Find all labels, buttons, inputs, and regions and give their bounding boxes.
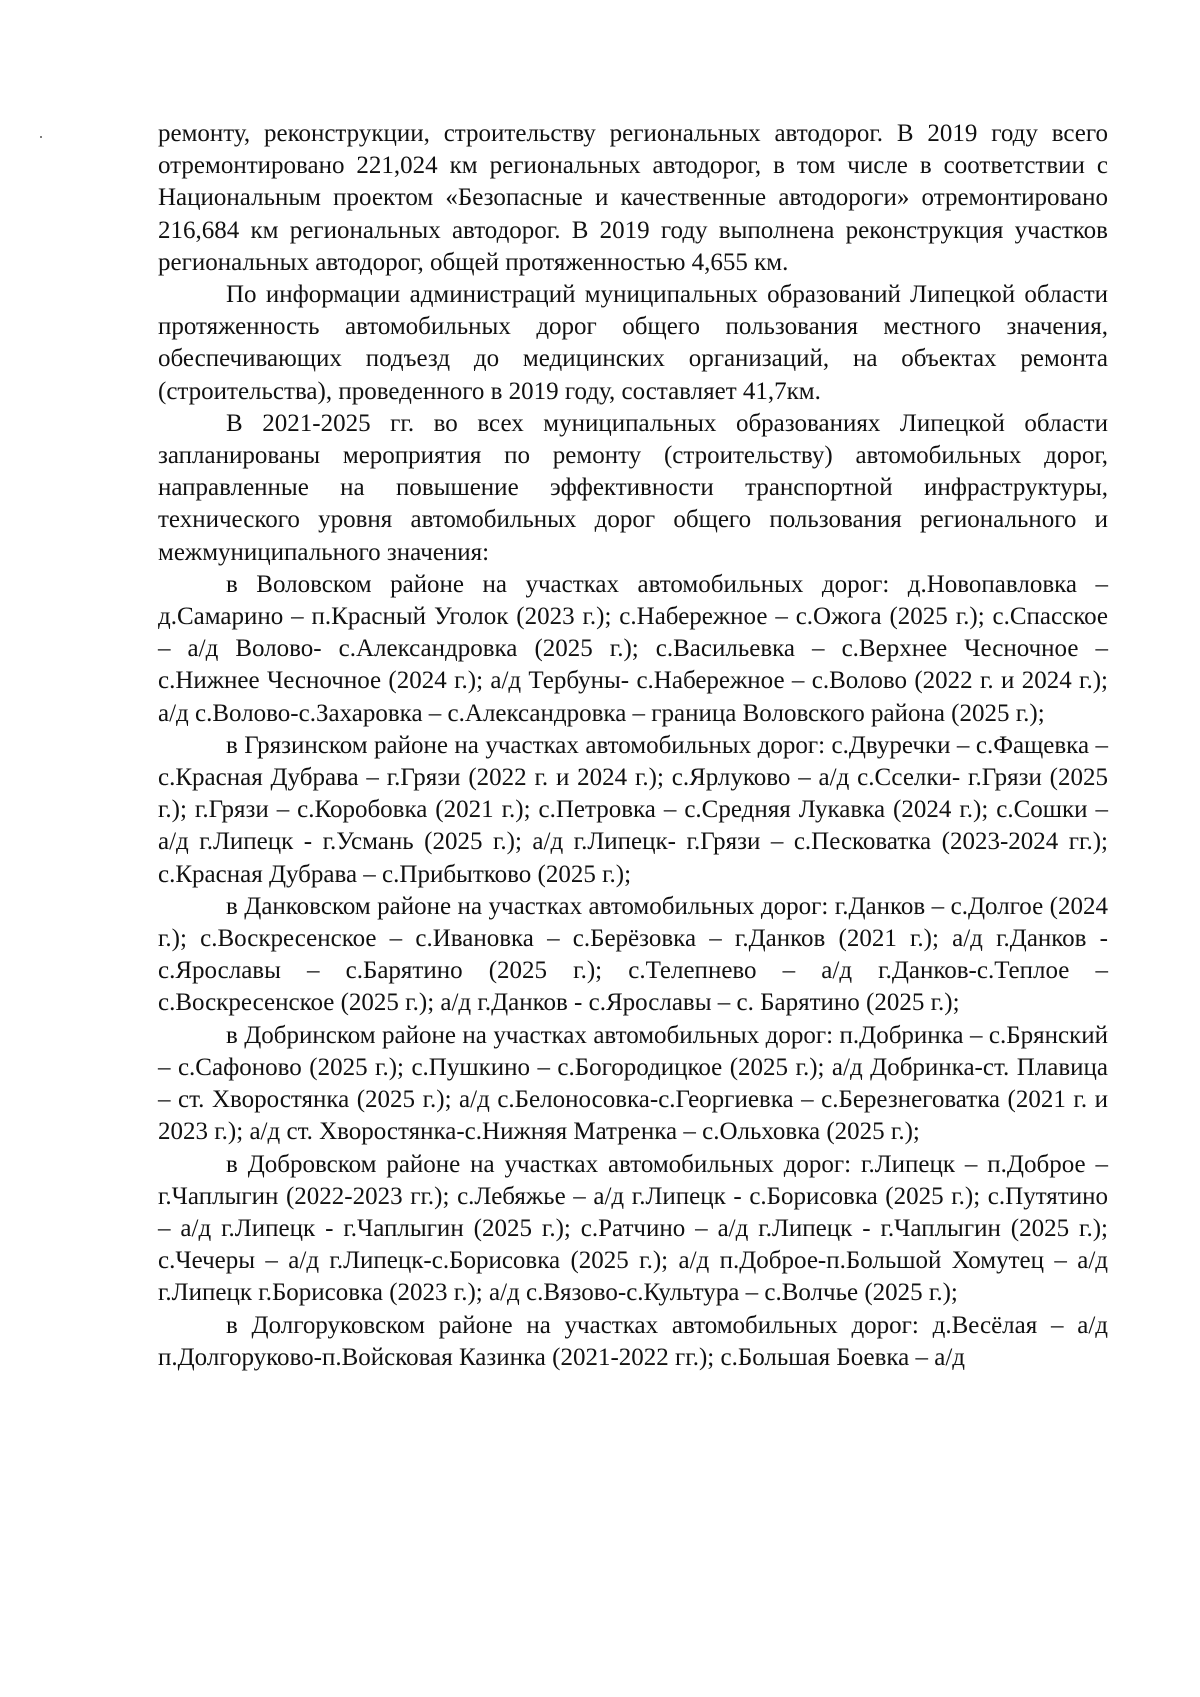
- paragraph-dolgorukovsky-district: в Долгоруковском районе на участках автомобильных дорог: д.Весёлая – а/д п.Долгоруково-п.Войсковая Казинка (2021-2022 гг.); с.Большая Боевка – а/д: [158, 1311, 1108, 1371]
- paragraph-municipal-roads: По информации администраций муниципальных образований Липецкой области протяженность автомобильных дорог общего пользования местного значения, обеспечивающих подъезд до медицинских организаций, на объектах ремонта (строительства), проведенного в 2019 году, составляет 41,7км.: [158, 281, 1108, 405]
- paragraph-dobrovsky-district: в Добровском районе на участках автомобильных дорог: г.Липецк – п.Доброе – г.Чаплыгин (2022-2023 гг.); с.Лебяжье – а/д г.Липецк - с.Борисовка (2025 г.); с.Путятино – а/д г.Липецк - г.Чаплыгин (2025 г.); с.Ратчино – а/д г.Липецк - г.Чаплыгин (2025 г.); с.Чечеры – а/д г.Липецк-с.Борисовка (2025 г.); а/д п.Доброе-п.Большой Хомутец – а/д г.Липецк г.Борисовка (2023 г.); а/д с.Вязово-с.Культура – с.Волчье (2025 г.);: [158, 1150, 1108, 1307]
- paragraph-volovsky-district: в Воловском районе на участках автомобильных дорог: д.Новопавловка – д.Самарино – п.Красный Уголок (2023 г.); с.Набережное – с.Ожога (2025 г.); с.Спасское – а/д Волово- с.Александровка (2025 г.); с.Васильевка – с.Верхнее Чесночное – с.Нижнее Чесночное (2024 г.); а/д Тербуны- с.Набережное – с.Волово (2022 г. и 2024 г.); а/д с.Волово-с.Захаровка – с.Александровка – граница Воловского района (2025 г.);: [158, 570, 1108, 727]
- paragraph-plans-2021-2025: В 2021-2025 гг. во всех муниципальных образованиях Липецкой области запланированы мероприятия по ремонту (строительству) автомобильных дорог, направленные на повышение эффективности транспортной инфраструктуры, технического уровня автомобильных дорог общего пользования регионального и межмуниципального значения:: [158, 409, 1108, 566]
- scan-speck: [40, 136, 42, 138]
- document-page: [158, 118, 1108, 1374]
- paragraph-regional-roads: ремонту, реконструкции, строительству региональных автодорог. В 2019 году всего отремонтировано 221,024 км региональных автодорог, в том числе в соответствии с Национальным проектом «Безопасные и качественные автодороги» отремонтировано 216,684 км региональных автодорог. В 2019 году выполнена реконструкция участков региональных автодорог, общей протяженностью 4,655 км.: [158, 120, 1108, 276]
- paragraph-gryazinsky-district: в Грязинском районе на участках автомобильных дорог: с.Двуречки – с.Фащевка – с.Красная Дубрава – г.Грязи (2022 г. и 2024 г.); с.Ярлуково – а/д с.Сселки- г.Грязи (2025 г.); г.Грязи – с.Коробовка (2021 г.); с.Петровка – с.Средняя Лукавка (2024 г.); с.Сошки – а/д г.Липецк - г.Усмань (2025 г.); а/д г.Липецк- г.Грязи – с.Песковатка (2023-2024 гг.); с.Красная Дубрава – с.Прибытково (2025 г.);: [158, 731, 1108, 888]
- paragraph-dankovsky-district: в Данковском районе на участках автомобильных дорог: г.Данков – с.Долгое (2024 г.); с.Воскресенское – с.Ивановка – с.Берёзовка – г.Данков (2021 г.); а/д г.Данков - с.Ярославы – с.Барятино (2025 г.); с.Телепнево – а/д г.Данков-с.Теплое – с.Воскресенское (2025 г.); а/д г.Данков - с.Ярославы – с. Барятино (2025 г.);: [158, 892, 1108, 1017]
- paragraph-dobrinsky-district: в Добринском районе на участках автомобильных дорог: п.Добринка – с.Брянский – с.Сафоново (2025 г.); с.Пушкино – с.Богородицкое (2025 г.); а/д Добринка-ст. Плавица – ст. Хворостянка (2025 г.); а/д с.Белоносовка-с.Георгиевка – с.Березнеговатка (2021 г. и 2023 г.); а/д ст. Хворостянка-с.Нижняя Матренка – с.Ольховка (2025 г.);: [158, 1021, 1108, 1146]
